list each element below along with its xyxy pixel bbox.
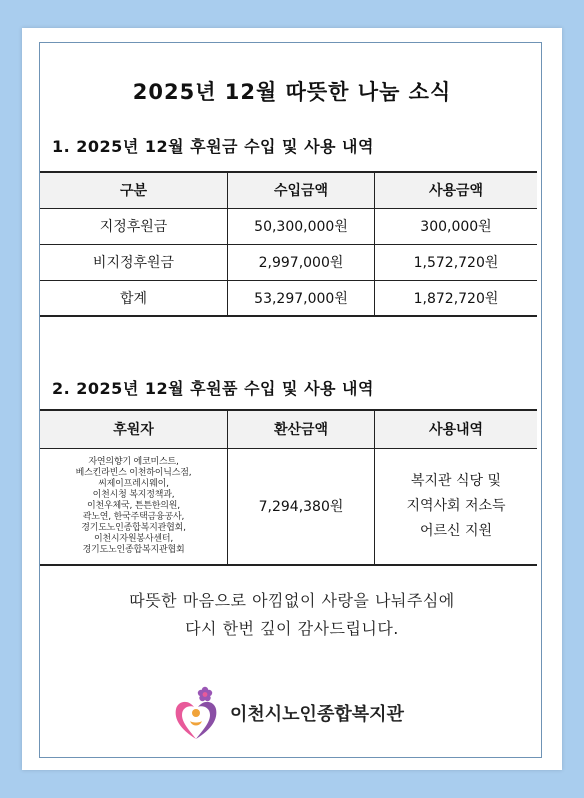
cell-category: 지정후원금: [40, 208, 228, 244]
thanks-line-1: 따뜻한 마음으로 아낌없이 사랑을 나눠주심에: [129, 591, 455, 610]
donor-line: 이천시청 복지정책과,: [92, 489, 175, 500]
cell-category: 합계: [40, 280, 228, 316]
donation-table: [40, 171, 537, 317]
notice-page: [22, 28, 562, 770]
table-header-row: [40, 172, 537, 208]
goods-table: [40, 409, 537, 566]
donor-line: 곽노연, 한국주택금융공사,: [82, 511, 185, 522]
cell-category: 비지정후원금: [40, 244, 228, 280]
donor-line: 이천우체국, 튼튼한의원,: [87, 500, 180, 511]
table-row-total: [40, 280, 537, 316]
section-goods-heading: 2. 2025년 12월 후원품 수입 및 사용 내역: [52, 379, 374, 398]
table-row: [40, 208, 537, 244]
cell-usage: 300,000원: [375, 208, 538, 244]
header-category: 구분: [40, 172, 228, 208]
header-amount: 환산금액: [228, 410, 375, 448]
organization-name: 이천시노인종합복지관: [230, 704, 404, 725]
donor-list: [40, 457, 227, 556]
donor-line: 경기도노인종합복지관협회: [82, 544, 185, 555]
section-donation-heading: 1. 2025년 12월 후원금 수입 및 사용 내역: [52, 137, 374, 156]
header-income: 수입금액: [228, 172, 375, 208]
donor-line: 자연의향기 에코미스트,: [88, 456, 179, 467]
table-header-row: [40, 410, 537, 448]
cell-income: 53,297,000원: [228, 280, 375, 316]
cell-income: 2,997,000원: [228, 244, 375, 280]
organization-logo: [172, 683, 404, 743]
cell-income: 50,300,000원: [228, 208, 375, 244]
cell-donors: [40, 448, 228, 565]
cell-usage: 1,872,720원: [375, 280, 538, 316]
donor-line: 베스킨라빈스 이천하이닉스점,: [75, 467, 192, 478]
heart-flower-logo-icon: [172, 685, 224, 741]
donor-line: 경기도노인종합복지관협회,: [81, 522, 186, 533]
page-title: 2025년 12월 따뜻한 나눔 소식: [132, 80, 452, 104]
donor-line: 씨제이프레시웨이,: [98, 478, 169, 489]
header-donor: 후원자: [40, 410, 228, 448]
usage-line: 어르신 지원: [419, 522, 493, 539]
usage-line: 지역사회 저소득: [406, 497, 506, 514]
header-usage-detail: 사용내역: [375, 410, 538, 448]
cell-usage: 1,572,720원: [375, 244, 538, 280]
table-row: [40, 244, 537, 280]
cell-amount: 7,294,380원: [228, 448, 375, 565]
usage-line: 복지관 식당 및: [410, 472, 502, 489]
donor-line: 이천시자원봉사센터,: [93, 533, 174, 544]
header-usage: 사용금액: [375, 172, 538, 208]
thanks-line-2: 다시 한번 깊이 감사드립니다.: [185, 619, 399, 638]
table-row: [40, 448, 537, 565]
cell-usage-detail: [375, 448, 538, 565]
